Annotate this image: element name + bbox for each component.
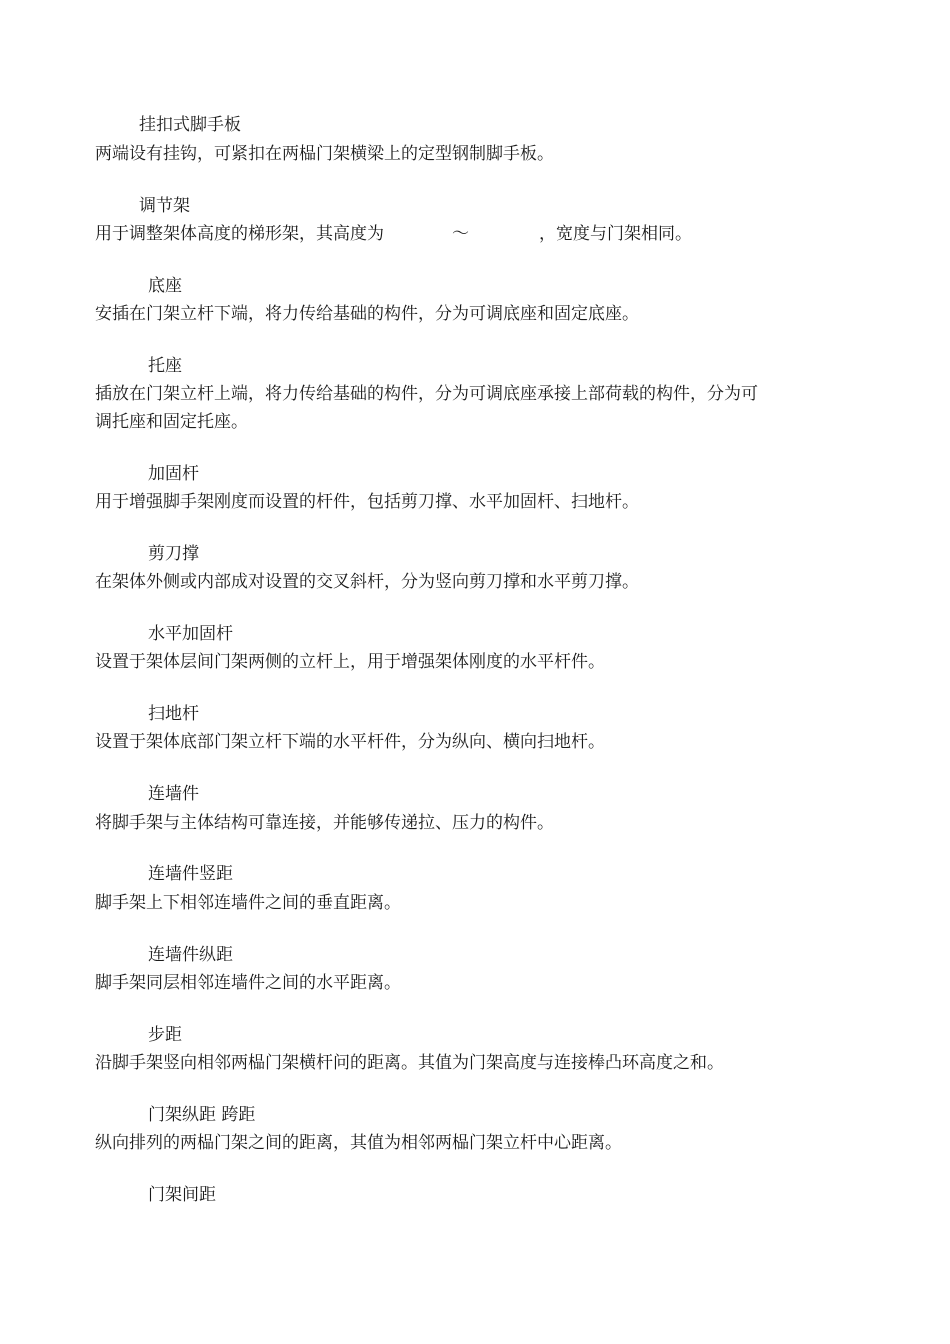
term-definition: 沿脚手架竖向相邻两榀门架横杆问的距离。其值为门架高度与连接棒凸环高度之和。: [95, 1053, 724, 1073]
term-heading: 托座: [148, 356, 182, 376]
definition-part: 用于调整架体高度的梯形架，其高度为: [95, 224, 384, 244]
term-heading: 加固杆: [148, 464, 199, 484]
term-definition: 两端设有挂钩，可紧扣在两榀门架横梁上的定型钢制脚手板。: [95, 144, 554, 164]
term-heading: 水平加固杆: [148, 624, 233, 644]
term-definition: 纵向排列的两榀门架之间的距离，其值为相邻两榀门架立杆中心距离。: [95, 1133, 622, 1153]
term-definition: 安插在门架立杆下端，将力传给基础的构件，分为可调底座和固定底座。: [95, 304, 639, 324]
term-definition: [95, 220, 855, 249]
term-heading: 调节架: [139, 196, 190, 216]
term-heading: 门架纵距 跨距: [148, 1105, 256, 1125]
term-definition: 插放在门架立杆上端，将力传给基础的构件，分为可调底座承接上部荷载的构件，分为可: [95, 384, 758, 404]
term-heading: 剪刀撑: [148, 544, 199, 564]
term-heading: 连墙件: [148, 784, 199, 804]
term-heading: 门架间距: [148, 1185, 216, 1205]
term-heading: 底座: [148, 276, 182, 296]
term-heading: 连墙件竖距: [148, 864, 233, 884]
term-definition: 用于增强脚手架刚度而设置的杆件，包括剪刀撑、水平加固杆、扫地杆。: [95, 492, 639, 512]
term-heading: 扫地杆: [148, 704, 199, 724]
term-definition: 脚手架上下相邻连墙件之间的垂直距离。: [95, 893, 401, 913]
definition-part: ～: [452, 224, 469, 244]
term-definition: 设置于架体层间门架两侧的立杆上，用于增强架体刚度的水平杆件。: [95, 652, 605, 672]
term-definition: 脚手架同层相邻连墙件之间的水平距离。: [95, 973, 401, 993]
term-definition: 调托座和固定托座。: [95, 412, 248, 432]
term-heading: 连墙件纵距: [148, 945, 233, 965]
term-definition: 设置于架体底部门架立杆下端的水平杆件，分为纵向、横向扫地杆。: [95, 732, 605, 752]
definition-part: ，宽度与门架相同。: [539, 224, 692, 244]
term-definition: 在架体外侧或内部成对设置的交叉斜杆，分为竖向剪刀撑和水平剪刀撑。: [95, 572, 639, 592]
term-heading: 步距: [148, 1025, 182, 1045]
term-heading: 挂扣式脚手板: [139, 115, 241, 135]
term-definition: 将脚手架与主体结构可靠连接，并能够传递拉、压力的构件。: [95, 813, 554, 833]
